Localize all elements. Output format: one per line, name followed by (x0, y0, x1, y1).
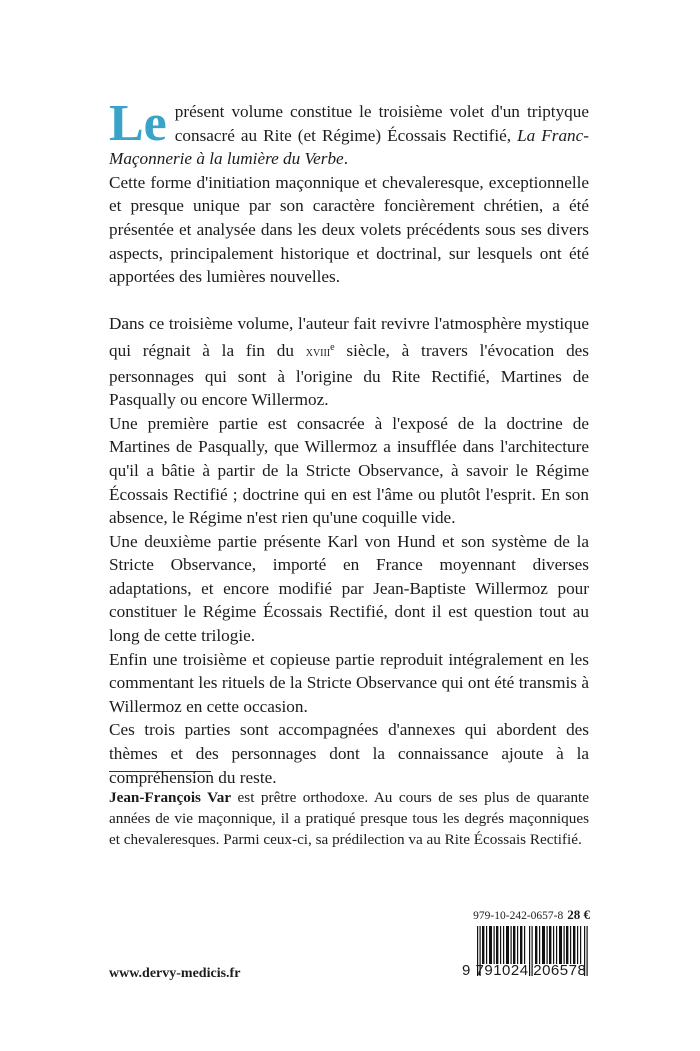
price: 28 € (567, 907, 590, 922)
author-bio (109, 787, 589, 850)
author-bio-text: est prêtre orthodoxe. Au cours de ses plus de quarante années de vie maçonnique, il a pratiqué presque tous les degrés maçonniques et chevaleresques. Parmi ceux-ci, sa prédilection va au Rite Écossais Rectifié. (109, 789, 590, 848)
paragraph: Enfin une troisième et copieuse partie reproduit intégralement en les commentant les rituels de la Stricte Observance qui ont été transmis à Willermoz en cette occasion. (109, 649, 589, 716)
text: Dans ce troisième volume, l'auteur fait revivre l'atmosphère mystique qui régnait à la fin du (109, 314, 589, 360)
isbn-price (472, 907, 590, 923)
barcode-digits: 9 791024 206578 (462, 962, 587, 979)
isbn: 979-10-242-0657-8 (473, 910, 564, 922)
author-name: Jean-François Var (109, 789, 232, 806)
paragraph (109, 312, 589, 411)
text: siècle, à travers l'évocation des personnages qui sont à l'origine du Rite Rectifié, Martines de Pasqually ou encore Willermoz. (109, 340, 589, 410)
divider (109, 771, 211, 772)
intro-text: présent volume constitue le troisième volet d'un triptyque consacré au Rite (et Régime) Écossais Rectifié, (174, 102, 589, 145)
paragraph: Une première partie est consacrée à l'exposé de la doctrine de Martines de Pasqually, que Willermoz a insufflée dans l'architecture qu'il a bâtie à partir de la Stricte Observance, à savoir le Régime Écossais Rectifié ; doctrine qui en est l'âme ou plutôt l'esprit. En son absence, le Régime n'est rien qu'une coquille vide. (109, 413, 589, 528)
century: xviii (305, 344, 331, 360)
paragraph: Ces trois parties sont accompagnées d'annexes qui abordent des thèmes et des personnages dont la connaissance ajoute à la compréhension du reste. (109, 720, 589, 787)
trilogy-title: La Franc-Maçonnerie à la lumière du Verbe (109, 125, 589, 169)
intro-end: . (343, 149, 348, 169)
paragraph-intro (109, 95, 589, 171)
paragraph: Cette forme d'initiation maçonnique et chevaleresque, exceptionnelle et presque unique par son caractère foncièrement chrétien, a été présentée et analysée dans les deux volets précédents sous ses divers aspects, principalement historique et doctrinal, sur lesquels ont été apportées des lumières nouvelles. (109, 172, 589, 287)
blurb (109, 95, 589, 789)
paragraph: Une deuxième partie présente Karl von Hund et son système de la Stricte Observance, importé en France moyennant diverses adaptations, et encore modifié par Jean-Baptiste Willermoz pour constituer le Régime Écossais Rectifié, dont il est question tout au long de cette trilogie. (109, 531, 589, 646)
publisher-website[interactable]: www.dervy-medicis.fr (109, 966, 241, 981)
century-sup: e (330, 341, 335, 353)
dropcap: Le (109, 95, 167, 152)
